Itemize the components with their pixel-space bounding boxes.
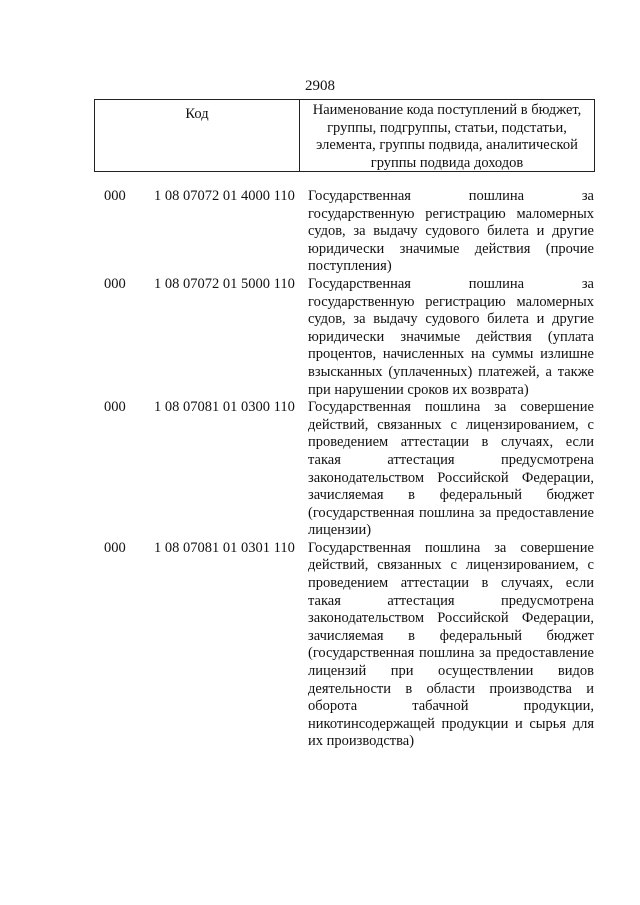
revenue-code: 1 08 07081 01 0300 110: [154, 399, 295, 416]
table-row: [0, 188, 640, 276]
header-name-column: Наименование кода поступлений в бюджет, группы, подгруппы, статьи, подстатьи, элемента, группы подвида, аналитической группы подвида доходов: [312, 102, 582, 171]
table-row: [0, 540, 640, 751]
admin-code: 000: [104, 399, 126, 416]
revenue-code: 1 08 07072 01 4000 110: [154, 188, 295, 204]
revenue-code: 1 08 07072 01 5000 110: [154, 275, 295, 292]
revenue-code: 1 08 07081 01 0301 110: [154, 539, 295, 556]
admin-code: 000: [104, 275, 126, 292]
revenue-description: Государственная пошлина за совершение действий, связанных с лицензированием, с проведением аттестации в случаях, если такая аттестация предусмотрена законодательством Российской Федерации, зачисляемая в федеральный бюджет (государственная пошлина за предоставление лицензий при осуществлении видов деятельности в области производства и оборота табачной продукции, никотинсодержащей продукции и сырья для их производства): [308, 539, 594, 750]
table-header: [94, 99, 595, 172]
table-row: [0, 399, 640, 540]
revenue-description: Государственная пошлина за государственную регистрацию маломерных судов, за выдачу судового билета и другие юридически значимые действия (прочие поступления): [308, 188, 594, 275]
admin-code: 000: [104, 188, 126, 204]
admin-code: 000: [104, 539, 126, 556]
revenue-description: Государственная пошлина за государственную регистрацию маломерных судов, за выдачу судового билета и другие юридически значимые действия (уплата процентов, начисленных на суммы излишне взысканных (уплаченных) платежей, а также при нарушении сроков их возврата): [308, 275, 594, 398]
table-row: [0, 276, 640, 399]
page-number: 2908: [305, 78, 335, 94]
budget-codes-list: [0, 188, 640, 751]
revenue-description: Государственная пошлина за совершение действий, связанных с лицензированием, с проведением аттестации в случаях, если такая аттестация предусмотрена законодательством Российской Федерации, зачисляемая в федеральный бюджет (государственная пошлина за предоставление лицензии): [308, 399, 594, 539]
header-code-column: Код: [95, 100, 300, 171]
